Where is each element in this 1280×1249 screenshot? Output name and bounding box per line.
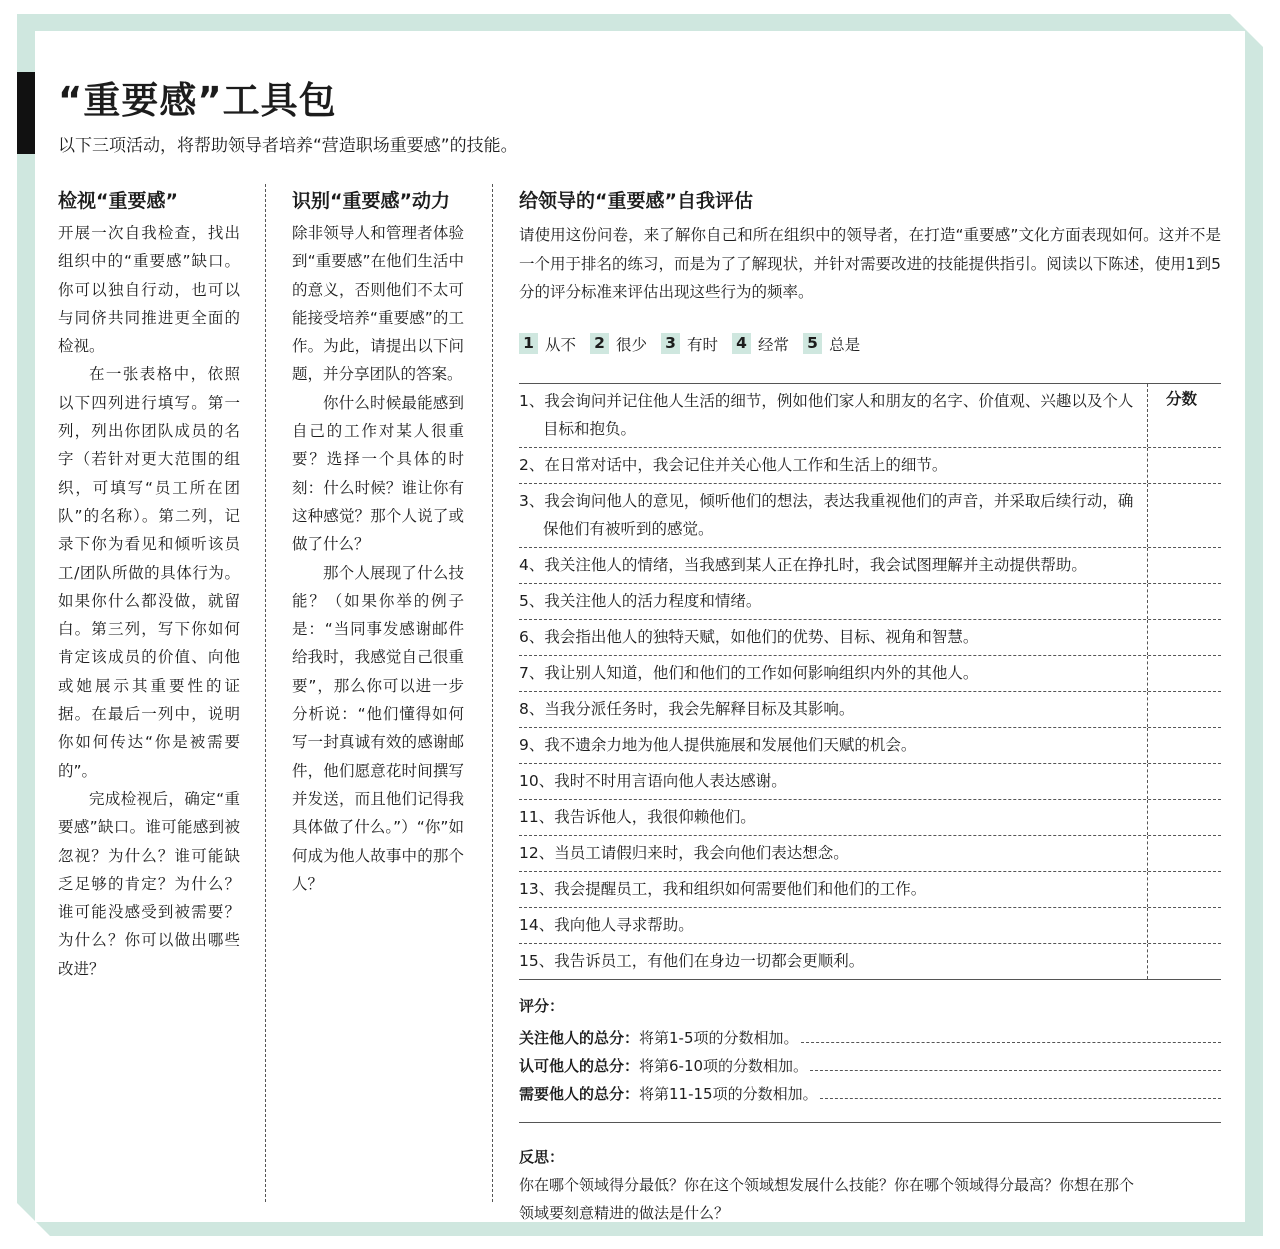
scoring-text: 将第1-5项的分数相加。: [639, 1028, 799, 1047]
score-header: 分数: [1166, 389, 1198, 408]
table-row: [519, 692, 1221, 728]
scale-item: [590, 333, 647, 355]
scoring-label: 认可他人的总分：: [519, 1056, 640, 1075]
scoring-text: 将第6-10项的分数相加。: [639, 1056, 809, 1075]
scale-item: [732, 333, 789, 355]
question-cell: [519, 944, 1148, 979]
reflection-heading: 反思：: [519, 1147, 565, 1166]
scale-item: [661, 333, 718, 355]
score-blank[interactable]: [820, 1080, 1221, 1099]
table-row: [519, 728, 1221, 764]
scale-label: 总是: [829, 335, 861, 354]
question-cell: [519, 836, 1148, 871]
scale-item: [519, 333, 576, 355]
scoring-line: [519, 1076, 1221, 1104]
score-blank[interactable]: [801, 1024, 1221, 1043]
score-cell[interactable]: [1148, 800, 1221, 835]
table-row: [519, 836, 1221, 872]
score-cell[interactable]: [1148, 944, 1221, 979]
scoring-line: [519, 1020, 1221, 1048]
question-cell: [519, 764, 1148, 799]
score-cell[interactable]: [1148, 692, 1221, 727]
paragraph: 除非领导人和管理者体验到“重要感”在他们生活中的意义，否则他们不太可能接受培养“重要感”的工作。为此，请提出以下问题，并分享团队的答案。: [292, 224, 464, 384]
table-row: [519, 764, 1221, 800]
question-cell: [519, 692, 1148, 727]
question-text: 2、在日常对话中，我会记住并关心他人工作和生活上的细节。: [519, 455, 948, 474]
question-cell: [519, 656, 1148, 691]
column-heading: 给领导的“重要感”自我评估: [519, 190, 753, 212]
question-cell: [519, 728, 1148, 763]
assessment-intro: 请使用这份问卷，来了解你自己和所在组织中的领导者，在打造“重要感”文化方面表现如何。这并不是一个用于排名的练习，而是为了了解现状，并针对需要改进的技能提供指引。阅读以下陈述，使用1到5分的评分标准来评估出现这些行为的频率。: [519, 226, 1221, 301]
question-text: 10、我时不时用言语向他人表达感谢。: [519, 771, 787, 790]
scale-item: [803, 333, 860, 355]
scoring-label: 关注他人的总分：: [519, 1028, 640, 1047]
table-row: [519, 384, 1221, 448]
question-text: 9、我不遗余力地为他人提供施展和发展他们天赋的机会。: [519, 735, 917, 754]
table-row: [519, 944, 1221, 980]
question-cell: [519, 548, 1148, 583]
paragraph: 你什么时候最能感到自己的工作对某人很重要？选择一个具体的时刻：什么时候？谁让你有这种感觉？那个人说了或做了什么？: [292, 393, 464, 554]
reflection-text: 你在哪个领域得分最低？你在这个领域想发展什么技能？你在哪个领域得分最高？你想在那个领域要刻意精进的做法是什么？: [519, 1175, 1135, 1222]
question-text: 7、我让别人知道，他们和他们的工作如何影响组织内外的其他人。: [519, 663, 979, 682]
paragraph: 开展一次自我检查，找出组织中的“重要感”缺口。你可以独自行动，也可以与同侪共同推进更全面的检视。: [58, 224, 240, 356]
scoring-label: 需要他人的总分：: [519, 1084, 640, 1103]
question-text: 12、当员工请假归来时，我会向他们表达想念。: [519, 843, 849, 862]
score-blank[interactable]: [810, 1052, 1221, 1071]
paragraph: 完成检视后，确定“重要感”缺口。谁可能感到被忽视？为什么？谁可能缺乏足够的肯定？为什么？谁可能没感受到被需要？为什么？你可以做出哪些改进？: [58, 789, 240, 978]
scale-number: 3: [661, 333, 680, 354]
title-accent-bar: [17, 72, 35, 154]
paragraph: 在一张表格中，依照以下四列进行填写。第一列，列出你团队成员的名字（若针对更大范围的组织，可填写“员工所在团队”的名称）。第二列，记录下你为看见和倾听该员工/团队所做的具体行为。如果你什么都没做，就留白。第三列，写下你如何肯定该成员的价值、向他或她展示其重要性的证据。在最后一列中，说明你如何传达“你是被需要的”。: [58, 365, 240, 780]
question-text: 14、我向他人寻求帮助。: [519, 915, 694, 934]
column-check-importance: [58, 186, 240, 983]
question-cell: [519, 584, 1148, 619]
frame-corner-cut: [1230, 14, 1263, 47]
scale-label: 经常: [758, 335, 790, 354]
page-subtitle: 以下三项活动，将帮助领导者培养“营造职场重要感”的技能。: [58, 136, 518, 156]
question-text: 5、我关注他人的活力程度和情绪。: [519, 591, 762, 610]
table-row: [519, 656, 1221, 692]
page-title: “重要感”工具包: [58, 79, 337, 122]
table-row: [519, 448, 1221, 484]
table-row: [519, 584, 1221, 620]
question-cell: [519, 384, 1148, 447]
question-text: 6、我会指出他人的独特天赋，如他们的优势、目标、视角和智慧。: [519, 627, 979, 646]
question-text: 8、当我分派任务时，我会先解释目标及其影响。: [519, 699, 855, 718]
table-row: [519, 484, 1221, 548]
question-cell: [519, 448, 1148, 483]
question-cell: [519, 800, 1148, 835]
scale-number: 5: [803, 333, 822, 354]
question-text: 3、我会询问他人的意见，倾听他们的想法，表达我重视他们的声音，并采取后续行动，确保他们有被听到的感觉。: [519, 491, 1134, 538]
score-cell[interactable]: [1148, 620, 1221, 655]
rating-scale: [519, 333, 1221, 355]
scale-number: 4: [732, 333, 751, 354]
scoring-section: [519, 995, 1221, 1104]
table-row: [519, 620, 1221, 656]
score-cell[interactable]: [1148, 584, 1221, 619]
score-cell[interactable]: [1148, 908, 1221, 943]
column-heading: 检视“重要感”: [58, 190, 178, 212]
question-text: 15、我告诉员工，有他们在身边一切都会更顺利。: [519, 951, 865, 970]
scale-label: 从不: [545, 335, 577, 354]
column-divider: [265, 184, 266, 1202]
scoring-text: 将第11-15项的分数相加。: [639, 1084, 818, 1103]
scale-number: 2: [590, 333, 609, 354]
scale-number: 1: [519, 333, 538, 354]
table-row: [519, 908, 1221, 944]
question-text: 4、我关注他人的情绪，当我感到某人正在挣扎时，我会试图理解并主动提供帮助。: [519, 555, 1087, 574]
question-text: 1、我会询问并记住他人生活的细节，例如他们家人和朋友的名字、价值观、兴趣以及个人目标和抱负。: [519, 391, 1134, 438]
score-cell[interactable]: [1148, 872, 1221, 907]
score-cell[interactable]: [1148, 728, 1221, 763]
questionnaire-table: [519, 383, 1221, 980]
score-cell[interactable]: [1148, 548, 1221, 583]
question-cell: [519, 872, 1148, 907]
question-cell: [519, 908, 1148, 943]
question-text: 13、我会提醒员工，我和组织如何需要他们和他们的工作。: [519, 879, 927, 898]
score-cell[interactable]: [1148, 764, 1221, 799]
section-divider: [519, 1122, 1221, 1123]
question-text: 11、我告诉他人，我很仰赖他们。: [519, 807, 756, 826]
table-row: [519, 872, 1221, 908]
column-divider: [492, 184, 493, 1202]
table-row: [519, 548, 1221, 584]
column-self-assessment: [519, 186, 1221, 1227]
scoring-line: [519, 1048, 1221, 1076]
reflection-section: [519, 1143, 1221, 1227]
frame-corner-cut-bottom: [17, 1203, 50, 1236]
scale-label: 有时: [687, 335, 719, 354]
scale-label: 很少: [616, 335, 648, 354]
paragraph: 那个人展现了什么技能？（如果你举的例子是：“当同事发感谢邮件给我时，我感觉自己很重要”，那么你可以进一步分析说：“他们懂得如何写一封真诚有效的感谢邮件，他们愿意花时间撰写并发送，而且他们记得我具体做了什么。”）“你”如何成为他人故事中的那个人？: [292, 563, 464, 893]
score-cell[interactable]: [1148, 484, 1221, 547]
question-cell: [519, 620, 1148, 655]
score-cell[interactable]: [1148, 656, 1221, 691]
table-row: [519, 800, 1221, 836]
score-cell[interactable]: [1148, 448, 1221, 483]
column-identify-drivers: [292, 186, 464, 898]
scoring-heading: 评分：: [519, 996, 565, 1015]
score-cell[interactable]: [1148, 836, 1221, 871]
column-heading: 识别“重要感”动力: [292, 190, 450, 212]
question-cell: [519, 484, 1148, 547]
